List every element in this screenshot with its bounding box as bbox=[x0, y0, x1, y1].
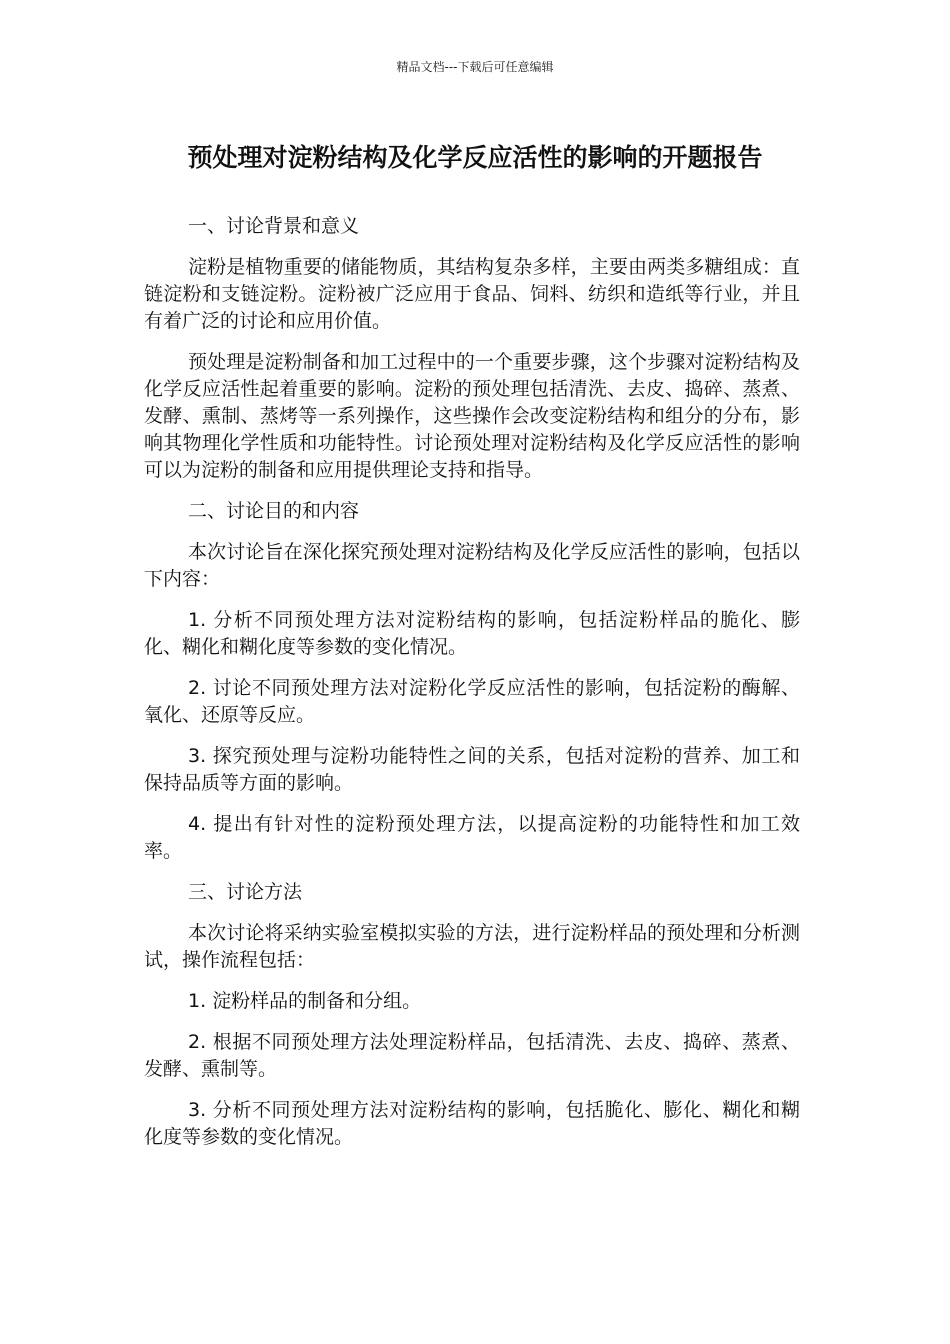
section-heading: 二、讨论目的和内容 bbox=[188, 500, 360, 522]
list-item: 4. 提出有针对性的淀粉预处理方法，以提高淀粉的功能特性和加工效率。 bbox=[144, 813, 800, 862]
document-body bbox=[144, 213, 800, 1165]
list-item: 3. 探究预处理与淀粉功能特性之间的关系，包括对淀粉的营养、加工和保持品质等方面的影响。 bbox=[144, 745, 800, 794]
paragraph: 本次讨论将采纳实验室模拟实验的方法，进行淀粉样品的预处理和分析测试，操作流程包括： bbox=[144, 922, 800, 971]
document-title: 预处理对淀粉结构及化学反应活性的影响的开题报告 bbox=[187, 143, 763, 172]
paragraph: 本次讨论旨在深化探究预处理对淀粉结构及化学反应活性的影响，包括以下内容： bbox=[144, 541, 800, 590]
paragraph: 预处理是淀粉制备和加工过程中的一个重要步骤，这个步骤对淀粉结构及化学反应活性起着重要的影响。淀粉的预处理包括清洗、去皮、捣碎、蒸煮、发酵、熏制、蒸烤等一系列操作，这些操作会改变淀粉结构和组分的分布，影响其物理化学性质和功能特性。讨论预处理对淀粉结构及化学反应活性的影响可以为淀粉的制备和应用提供理论支持和指导。 bbox=[144, 351, 800, 481]
paragraph: 淀粉是植物重要的储能物质，其结构复杂多样，主要由两类多糖组成：直链淀粉和支链淀粉。淀粉被广泛应用于食品、饲料、纺织和造纸等行业，并且有着广泛的讨论和应用价值。 bbox=[144, 256, 800, 332]
section-heading: 三、讨论方法 bbox=[188, 881, 303, 903]
list-item: 2. 讨论不同预处理方法对淀粉化学反应活性的影响，包括淀粉的酶解、氧化、还原等反应。 bbox=[144, 677, 800, 726]
list-item: 1. 淀粉样品的制备和分组。 bbox=[188, 990, 422, 1012]
header-note: 精品文档---下载后可任意编辑 bbox=[396, 60, 554, 74]
list-item: 2. 根据不同预处理方法处理淀粉样品，包括清洗、去皮、捣碎、蒸煮、发酵、熏制等。 bbox=[144, 1031, 800, 1080]
list-item: 1. 分析不同预处理方法对淀粉结构的影响，包括淀粉样品的脆化、膨化、糊化和糊化度等参数的变化情况。 bbox=[144, 609, 800, 658]
section-heading: 一、讨论背景和意义 bbox=[188, 215, 360, 237]
list-item: 3. 分析不同预处理方法对淀粉结构的影响，包括脆化、膨化、糊化和糊化度等参数的变化情况。 bbox=[144, 1099, 800, 1148]
